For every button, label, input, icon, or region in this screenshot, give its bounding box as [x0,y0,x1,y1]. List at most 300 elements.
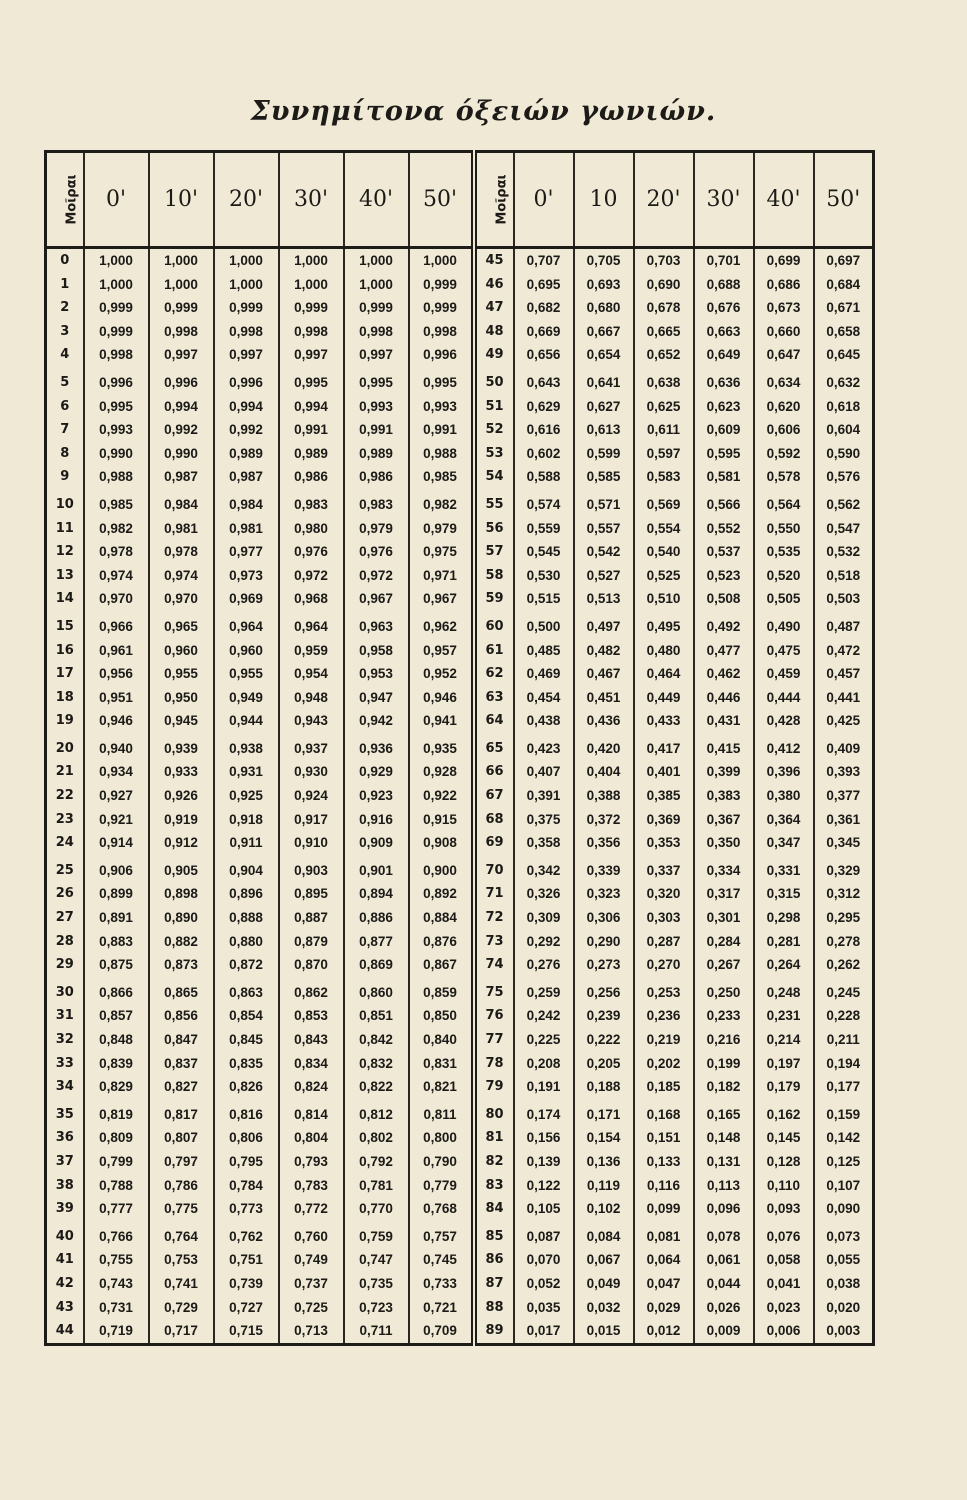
cosine-value-cell: 0,784 [214,1174,279,1198]
cosine-value-cell: 0,148 [694,1126,754,1150]
cosine-value-cell: 0,847 [149,1028,214,1052]
cosine-value-cell: 0,602 [514,442,574,466]
degree-cell: 75 [474,977,514,1005]
cosine-value-cell: 0,407 [514,760,574,784]
degree-cell: 50 [474,367,514,395]
cosine-value-cell: 0,929 [344,760,409,784]
cosine-value-cell: 0,523 [694,564,754,588]
cosine-value-cell: 0,250 [694,977,754,1005]
cosine-value-cell: 0,713 [279,1319,344,1344]
cosine-value-cell: 0,884 [409,906,474,930]
cosine-value-cell: 0,982 [84,517,149,541]
cosine-value-cell: 0,814 [279,1099,344,1127]
cosine-value-cell: 0,107 [814,1174,874,1198]
cosine-value-cell: 0,914 [84,831,149,855]
cosine-value-cell: 0,793 [279,1150,344,1174]
degree-cell: 35 [46,1099,84,1127]
degree-cell: 57 [474,540,514,564]
cosine-value-cell: 0,994 [214,395,279,419]
cosine-value-cell: 0,076 [754,1221,814,1249]
cosine-value-cell: 0,851 [344,1004,409,1028]
cosine-value-cell: 0,991 [344,418,409,442]
cosine-value-cell: 0,959 [279,639,344,663]
cosine-value-cell: 0,998 [409,320,474,344]
cosine-value-cell: 0,867 [409,953,474,977]
cosine-value-cell: 0,961 [84,639,149,663]
degree-cell: 82 [474,1150,514,1174]
cosine-value-cell: 0,020 [814,1296,874,1320]
cosine-value-cell: 0,331 [754,855,814,883]
degree-cell: 5 [46,367,84,395]
cosine-value-cell: 0,139 [514,1150,574,1174]
cosine-value-cell: 0,171 [574,1099,634,1127]
cosine-value-cell: 0,999 [279,296,344,320]
cosine-value-cell: 0,306 [574,906,634,930]
cosine-value-cell: 0,583 [634,465,694,489]
cosine-value-cell: 0,256 [574,977,634,1005]
cosine-value-cell: 0,974 [149,564,214,588]
cosine-value-cell: 0,315 [754,882,814,906]
cosine-value-cell: 0,994 [149,395,214,419]
cosine-value-cell: 0,578 [754,465,814,489]
cosine-value-cell: 0,968 [279,587,344,611]
cosine-value-cell: 0,508 [694,587,754,611]
minutes-header: 50' [814,152,874,248]
cosine-value-cell: 0,976 [344,540,409,564]
cosine-value-cell: 0,879 [279,930,344,954]
cosine-value-cell: 0,995 [344,367,409,395]
cosine-value-cell: 0,660 [754,320,814,344]
cosine-value-cell: 0,843 [279,1028,344,1052]
cosine-value-cell: 0,829 [84,1075,149,1099]
cosine-value-cell: 0,982 [409,489,474,517]
cosine-value-cell: 0,824 [279,1075,344,1099]
cosine-value-cell: 0,475 [754,639,814,663]
cosine-value-cell: 0,937 [279,733,344,761]
cosine-value-cell: 0,942 [344,709,409,733]
degree-cell: 44 [46,1319,84,1344]
cosine-value-cell: 0,985 [84,489,149,517]
cosine-value-cell: 0,799 [84,1150,149,1174]
cosine-value-cell: 0,425 [814,709,874,733]
cosine-value-cell: 0,276 [514,953,574,977]
cosine-value-cell: 0,958 [344,639,409,663]
degree-cell: 25 [46,855,84,883]
cosine-value-cell: 0,162 [754,1099,814,1127]
cosine-value-cell: 0,665 [634,320,694,344]
cosine-value-cell: 0,996 [409,343,474,367]
cosine-value-cell: 0,592 [754,442,814,466]
cosine-value-cell: 0,380 [754,784,814,808]
cosine-value-cell: 0,999 [409,273,474,297]
cosine-value-cell: 0,984 [214,489,279,517]
cosine-value-cell: 0,110 [754,1174,814,1198]
cosine-value-cell: 0,995 [84,395,149,419]
cosine-value-cell: 0,006 [754,1319,814,1344]
table-row [46,1272,874,1296]
cosine-value-cell: 0,800 [409,1126,474,1150]
cosine-value-cell: 0,899 [84,882,149,906]
cosine-value-cell: 0,775 [149,1197,214,1221]
cosine-value-cell: 0,790 [409,1150,474,1174]
cosine-value-cell: 0,377 [814,784,874,808]
cosine-value-cell: 0,654 [574,343,634,367]
table-row [46,855,874,883]
cosine-value-cell: 0,667 [574,320,634,344]
degree-cell: 80 [474,1099,514,1127]
cosine-value-cell: 0,709 [409,1319,474,1344]
cosine-value-cell: 1,000 [344,248,409,273]
cosine-value-cell: 0,391 [514,784,574,808]
minutes-header: 10' [149,152,214,248]
cosine-value-cell: 0,102 [574,1197,634,1221]
cosine-value-cell: 0,935 [409,733,474,761]
cosine-value-cell: 0,638 [634,367,694,395]
cosine-value-cell: 0,317 [694,882,754,906]
cosine-value-cell: 0,142 [814,1126,874,1150]
cosine-value-cell: 0,151 [634,1126,694,1150]
degree-cell: 26 [46,882,84,906]
cosine-value-cell: 0,298 [754,906,814,930]
degree-cell: 23 [46,808,84,832]
table-row [46,760,874,784]
cosine-value-cell: 0,497 [574,611,634,639]
cosine-value-cell: 0,618 [814,395,874,419]
cosine-value-cell: 0,645 [814,343,874,367]
degree-cell: 14 [46,587,84,611]
cosine-value-cell: 0,505 [754,587,814,611]
degree-cell: 84 [474,1197,514,1221]
cosine-value-cell: 0,795 [214,1150,279,1174]
cosine-value-cell: 0,492 [694,611,754,639]
cosine-value-cell: 0,883 [84,930,149,954]
cosine-value-cell: 0,503 [814,587,874,611]
cosine-value-cell: 0,999 [344,296,409,320]
cosine-value-cell: 0,684 [814,273,874,297]
degree-cell: 12 [46,540,84,564]
cosine-value-cell: 0,401 [634,760,694,784]
cosine-value-cell: 0,245 [814,977,874,1005]
cosine-value-cell: 0,950 [149,686,214,710]
cosine-value-cell: 0,827 [149,1075,214,1099]
cosine-value-cell: 0,955 [214,662,279,686]
degree-cell: 34 [46,1075,84,1099]
cosine-value-cell: 0,595 [694,442,754,466]
table-row [46,906,874,930]
cosine-value-cell: 0,987 [149,465,214,489]
cosine-value-cell: 0,973 [214,564,279,588]
cosine-value-cell: 0,975 [409,540,474,564]
cosine-value-cell: 0,287 [634,930,694,954]
cosine-value-cell: 0,259 [514,977,574,1005]
cosine-value-cell: 0,971 [409,564,474,588]
cosine-value-cell: 0,673 [754,296,814,320]
cosine-value-cell: 0,875 [84,953,149,977]
cosine-value-cell: 0,983 [279,489,344,517]
cosine-value-cell: 0,191 [514,1075,574,1099]
cosine-value-cell: 0,358 [514,831,574,855]
cosine-value-cell: 0,454 [514,686,574,710]
cosine-value-cell: 0,751 [214,1248,279,1272]
cosine-value-cell: 0,248 [754,977,814,1005]
cosine-value-cell: 0,826 [214,1075,279,1099]
cosine-value-cell: 0,197 [754,1052,814,1076]
cosine-value-cell: 0,848 [84,1028,149,1052]
cosine-value-cell: 0,270 [634,953,694,977]
cosine-value-cell: 0,721 [409,1296,474,1320]
table-row [46,587,874,611]
cosine-value-cell: 0,388 [574,784,634,808]
cosine-value-cell: 0,979 [344,517,409,541]
cosine-value-cell: 0,768 [409,1197,474,1221]
cosine-value-cell: 0,966 [84,611,149,639]
degree-cell: 47 [474,296,514,320]
degree-cell: 72 [474,906,514,930]
cosine-value-cell: 0,998 [279,320,344,344]
cosine-value-cell: 0,326 [514,882,574,906]
cosine-value-cell: 0,753 [149,1248,214,1272]
cosine-value-cell: 0,233 [694,1004,754,1028]
cosine-value-cell: 0,962 [409,611,474,639]
cosine-value-cell: 0,759 [344,1221,409,1249]
cosine-value-cell: 1,000 [279,273,344,297]
cosine-value-cell: 0,984 [149,489,214,517]
cosine-value-cell: 0,457 [814,662,874,686]
cosine-value-cell: 0,464 [634,662,694,686]
cosine-value-cell: 0,777 [84,1197,149,1221]
cosine-value-cell: 0,786 [149,1174,214,1198]
cosine-value-cell: 0,634 [754,367,814,395]
table-row [46,808,874,832]
minutes-header: 50' [409,152,474,248]
cosine-value-cell: 0,023 [754,1296,814,1320]
cosine-value-cell: 0,038 [814,1272,874,1296]
cosine-value-cell: 0,870 [279,953,344,977]
cosine-value-cell: 0,211 [814,1028,874,1052]
table-row [46,1028,874,1052]
cosine-value-cell: 0,361 [814,808,874,832]
cosine-value-cell: 0,693 [574,273,634,297]
cosine-value-cell: 0,990 [84,442,149,466]
minutes-header: 0' [514,152,574,248]
degree-cell: 27 [46,906,84,930]
cosine-value-cell: 0,955 [149,662,214,686]
table-row [46,442,874,466]
cosine-value-cell: 0,353 [634,831,694,855]
degree-cell: 6 [46,395,84,419]
cosine-value-cell: 0,554 [634,517,694,541]
degree-cell: 86 [474,1248,514,1272]
cosine-value-cell: 0,242 [514,1004,574,1028]
minutes-header: 20' [634,152,694,248]
cosine-value-cell: 0,960 [214,639,279,663]
cosine-value-cell: 0,989 [279,442,344,466]
cosine-value-cell: 0,185 [634,1075,694,1099]
cosine-value-cell: 0,995 [409,367,474,395]
cosine-value-cell: 0,900 [409,855,474,883]
degree-cell: 18 [46,686,84,710]
cosine-value-cell: 0,989 [214,442,279,466]
cosine-value-cell: 0,641 [574,367,634,395]
cosine-value-cell: 0,029 [634,1296,694,1320]
cosine-value-cell: 0,663 [694,320,754,344]
degree-cell: 8 [46,442,84,466]
cosine-value-cell: 0,953 [344,662,409,686]
cosine-value-cell: 0,804 [279,1126,344,1150]
cosine-value-cell: 1,000 [279,248,344,273]
table-row [46,1221,874,1249]
cosine-value-cell: 0,922 [409,784,474,808]
cosine-value-cell: 0,930 [279,760,344,784]
cosine-value-cell: 0,530 [514,564,574,588]
cosine-value-cell: 0,695 [514,273,574,297]
cosine-value-cell: 0,676 [694,296,754,320]
degree-cell: 58 [474,564,514,588]
cosine-value-cell: 0,423 [514,733,574,761]
cosine-value-cell: 0,015 [574,1319,634,1344]
cosine-value-cell: 0,872 [214,953,279,977]
cosine-value-cell: 0,995 [279,367,344,395]
cosine-value-cell: 0,154 [574,1126,634,1150]
cosine-value-cell: 0,632 [814,367,874,395]
degree-cell: 83 [474,1174,514,1198]
cosine-value-cell: 0,812 [344,1099,409,1127]
table-row [46,465,874,489]
cosine-value-cell: 0,623 [694,395,754,419]
cosine-value-cell: 0,992 [149,418,214,442]
cosine-value-cell: 0,772 [279,1197,344,1221]
cosine-value-cell: 0,559 [514,517,574,541]
cosine-value-cell: 0,967 [409,587,474,611]
cosine-value-cell: 0,991 [409,418,474,442]
cosine-value-cell: 0,963 [344,611,409,639]
cosine-value-cell: 0,562 [814,489,874,517]
degree-cell: 46 [474,273,514,297]
degree-cell: 0 [46,248,84,273]
cosine-value-cell: 0,996 [149,367,214,395]
cosine-value-cell: 0,865 [149,977,214,1005]
degree-cell: 61 [474,639,514,663]
cosine-value-cell: 0,757 [409,1221,474,1249]
cosine-value-cell: 0,956 [84,662,149,686]
minutes-header: 20' [214,152,279,248]
cosine-value-cell: 0,743 [84,1272,149,1296]
cosine-value-cell: 0,993 [344,395,409,419]
cosine-value-cell: 0,817 [149,1099,214,1127]
cosine-value-cell: 0,636 [694,367,754,395]
cosine-value-cell: 0,980 [279,517,344,541]
cosine-value-cell: 0,908 [409,831,474,855]
cosine-value-cell: 0,404 [574,760,634,784]
cosine-value-cell: 0,822 [344,1075,409,1099]
cosine-value-cell: 1,000 [344,273,409,297]
cosine-value-cell: 0,715 [214,1319,279,1344]
cosine-value-cell: 0,949 [214,686,279,710]
degree-cell: 41 [46,1248,84,1272]
cosine-value-cell: 0,970 [149,587,214,611]
degrees-header-left: Μοῖραι [46,152,84,248]
cosine-value-cell: 0,811 [409,1099,474,1127]
cosine-value-cell: 0,921 [84,808,149,832]
cosine-value-cell: 0,292 [514,930,574,954]
cosine-value-cell: 0,749 [279,1248,344,1272]
cosine-value-cell: 0,924 [279,784,344,808]
cosine-value-cell: 0,133 [634,1150,694,1174]
degree-cell: 4 [46,343,84,367]
cosine-value-cell: 0,773 [214,1197,279,1221]
cosine-value-cell: 0,620 [754,395,814,419]
cosine-value-cell: 0,273 [574,953,634,977]
cosine-value-cell: 0,472 [814,639,874,663]
cosine-value-cell: 0,590 [814,442,874,466]
degree-cell: 28 [46,930,84,954]
cosine-value-cell: 0,898 [149,882,214,906]
cosine-value-cell: 0,480 [634,639,694,663]
cosine-value-cell: 0,891 [84,906,149,930]
cosine-value-cell: 0,225 [514,1028,574,1052]
degree-cell: 70 [474,855,514,883]
cosine-value-cell: 1,000 [409,248,474,273]
cosine-value-cell: 0,781 [344,1174,409,1198]
cosine-value-cell: 0,686 [754,273,814,297]
degree-cell: 42 [46,1272,84,1296]
cosine-value-cell: 0,061 [694,1248,754,1272]
cosine-value-cell: 0,339 [574,855,634,883]
degree-cell: 55 [474,489,514,517]
cosine-value-cell: 0,940 [84,733,149,761]
table-row [46,784,874,808]
table-row [46,395,874,419]
cosine-value-cell: 0,581 [694,465,754,489]
cosine-value-cell: 0,329 [814,855,874,883]
cosine-value-cell: 1,000 [149,248,214,273]
cosine-value-cell: 0,399 [694,760,754,784]
cosine-value-cell: 0,996 [214,367,279,395]
cosine-value-cell: 0,697 [814,248,874,273]
table-row [46,1296,874,1320]
table-row [46,639,874,663]
cosine-value-cell: 0,892 [409,882,474,906]
cosine-value-cell: 0,951 [84,686,149,710]
cosine-value-cell: 0,188 [574,1075,634,1099]
cosine-value-cell: 0,611 [634,418,694,442]
cosine-value-cell: 0,585 [574,465,634,489]
cosine-value-cell: 0,064 [634,1248,694,1272]
cosine-value-cell: 0,999 [84,296,149,320]
degree-cell: 15 [46,611,84,639]
cosine-value-cell: 0,500 [514,611,574,639]
cosine-value-cell: 0,688 [694,273,754,297]
cosine-value-cell: 0,978 [149,540,214,564]
cosine-value-cell: 0,485 [514,639,574,663]
cosine-value-cell: 0,527 [574,564,634,588]
cosine-value-cell: 0,629 [514,395,574,419]
cosine-value-cell: 0,052 [514,1272,574,1296]
cosine-value-cell: 0,988 [409,442,474,466]
cosine-value-cell: 0,174 [514,1099,574,1127]
minutes-header: 40' [344,152,409,248]
degree-cell: 10 [46,489,84,517]
cosine-value-cell: 1,000 [84,273,149,297]
cosine-value-cell: 0,105 [514,1197,574,1221]
cosine-value-cell: 0,873 [149,953,214,977]
degree-cell: 3 [46,320,84,344]
cosine-value-cell: 0,997 [214,343,279,367]
degree-cell: 53 [474,442,514,466]
cosine-value-cell: 0,895 [279,882,344,906]
cosine-value-cell: 0,904 [214,855,279,883]
cosine-value-cell: 0,717 [149,1319,214,1344]
